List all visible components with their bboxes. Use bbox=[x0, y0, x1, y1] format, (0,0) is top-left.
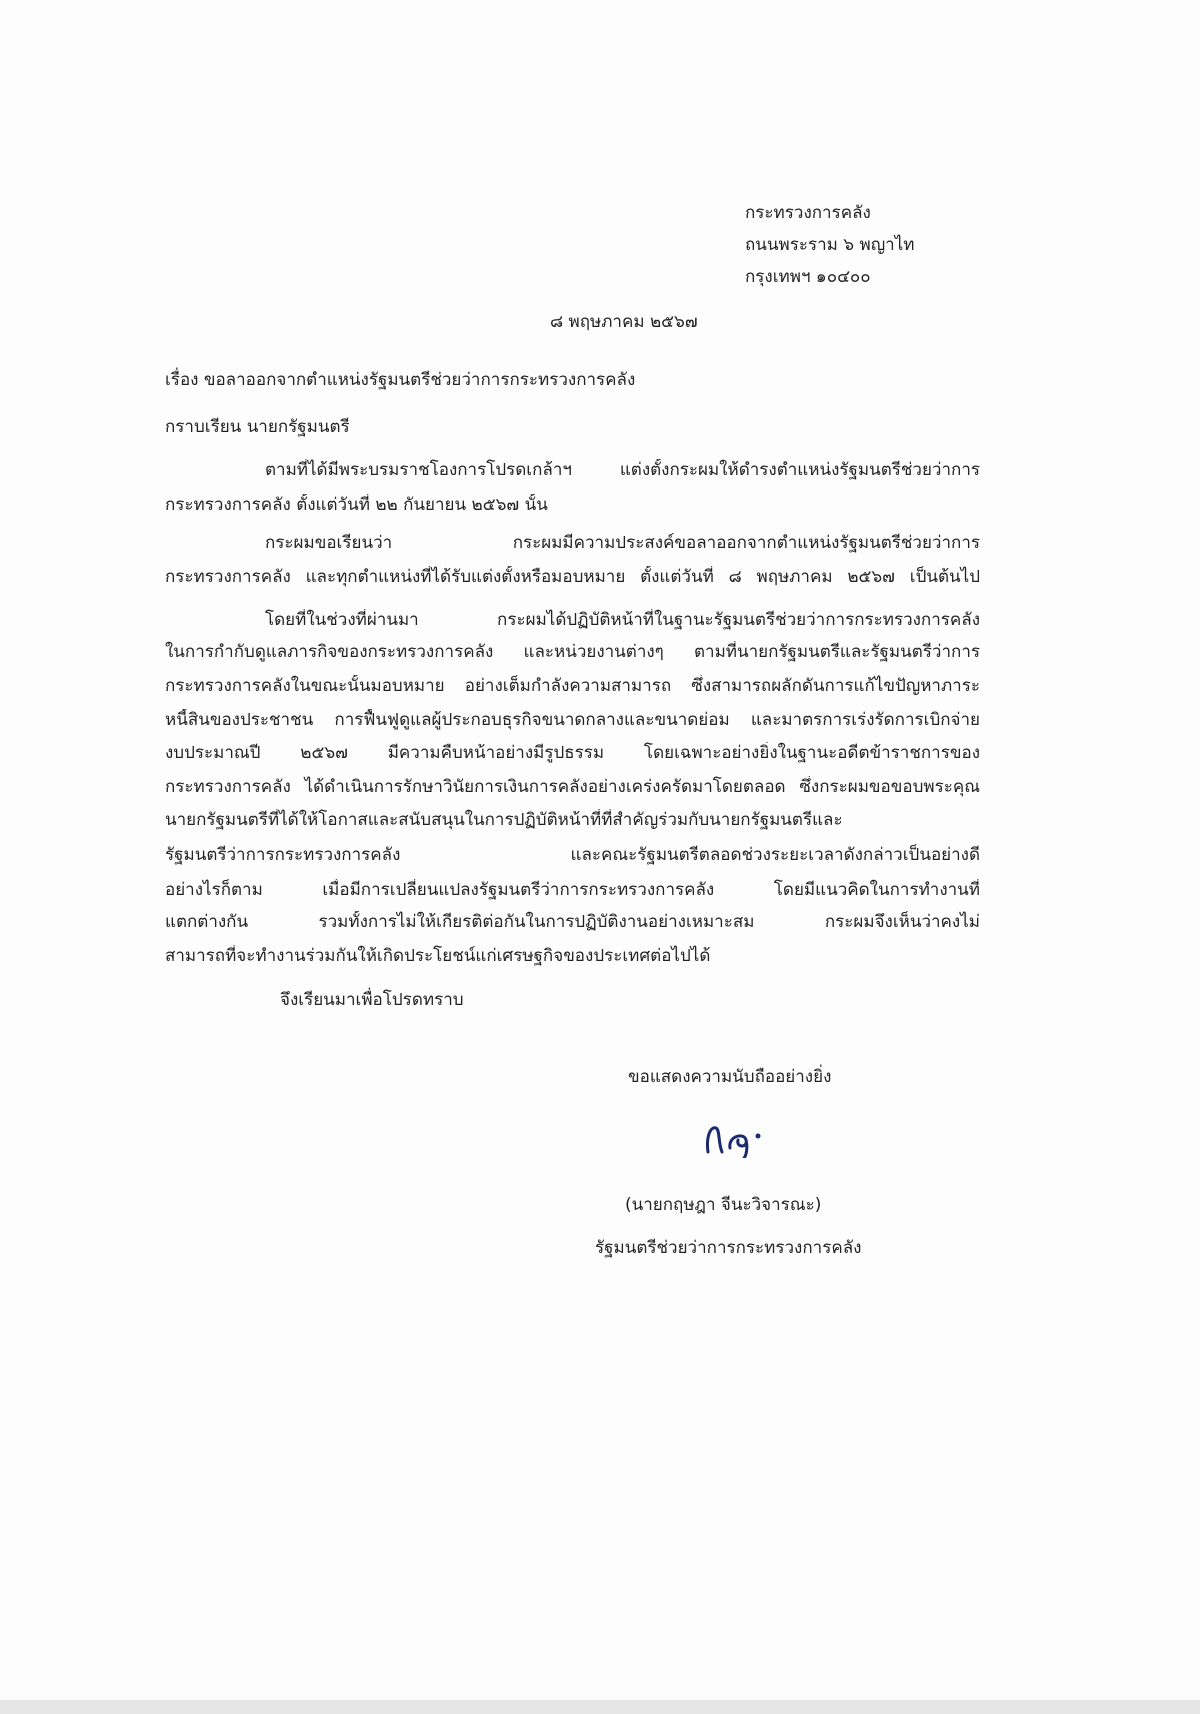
signer-name: (นายกฤษฎา จีนะวิจารณะ) bbox=[625, 1195, 822, 1215]
paragraph-3-line: หนี้สินของประชาชน การฟื้นฟูดูแลผู้ประกอบธุรกิจขนาดกลางและขนาดย่อม และมาตรการเร่งรัดการเบิกจ่าย bbox=[165, 710, 980, 730]
paragraph-1-line: กระทรวงการคลัง ตั้งแต่วันที่ ๒๒ กันยายน ๒๕๖๗ นั้น bbox=[165, 495, 548, 515]
paragraph-3-line: สามารถที่จะทำงานร่วมกันให้เกิดประโยชน์แก่เศรษฐกิจของประเทศต่อไปได้ bbox=[165, 946, 711, 966]
signature bbox=[700, 1118, 780, 1158]
paragraph-2-line: กระทรวงการคลัง และทุกตำแหน่งที่ได้รับแต่งตั้งหรือมอบหมาย ตั้งแต่วันที่ ๘ พฤษภาคม ๒๕๖๗ เป็นต้นไป bbox=[165, 567, 980, 587]
paragraph-3-line: ในการกำกับดูแลภารกิจของกระทรวงการคลัง และหน่วยงานต่างๆ ตามที่นายกรัฐมนตรีและรัฐมนตรีว่าการ bbox=[165, 642, 980, 662]
paragraph-3-line: อย่างไรก็ตาม เมื่อมีการเปลี่ยนแปลงรัฐมนตรีว่าการกระทรวงการคลัง โดยมีแนวคิดในการทำงานที่ bbox=[165, 880, 980, 900]
letter-date: ๘ พฤษภาคม ๒๕๖๗ bbox=[550, 312, 698, 332]
paragraph-3-line: กระทรวงการคลังในขณะนั้นมอบหมาย อย่างเต็มกำลังความสามารถ ซึ่งสามารถผลักดันการแก้ไขปัญหาภาระ bbox=[165, 676, 980, 696]
address-line-1: กระทรวงการคลัง bbox=[745, 203, 871, 223]
address-line-3: กรุงเทพฯ ๑๐๔๐๐ bbox=[745, 267, 871, 287]
paragraph-3-line: รัฐมนตรีว่าการกระทรวงการคลัง และคณะรัฐมนตรีตลอดช่วงระยะเวลาดังกล่าวเป็นอย่างดี bbox=[165, 845, 980, 865]
paragraph-2-line: กระผมขอเรียนว่า กระผมมีความประสงค์ขอลาออกจากตำแหน่งรัฐมนตรีช่วยว่าการ bbox=[265, 533, 980, 553]
signer-title: รัฐมนตรีช่วยว่าการกระทรวงการคลัง bbox=[595, 1238, 862, 1258]
paragraph-3-line: แตกต่างกัน รวมทั้งการไม่ให้เกียรติต่อกันในการปฏิบัติงานอย่างเหมาะสม กระผมจึงเห็นว่าคงไม่ bbox=[165, 912, 980, 932]
paragraph-3-line: นายกรัฐมนตรีที่ได้ให้โอกาสและสนับสนุนในการปฏิบัติหน้าที่ที่สำคัญร่วมกับนายกรัฐมนตรีและ bbox=[165, 810, 843, 830]
subject-line: เรื่อง ขอลาออกจากตำแหน่งรัฐมนตรีช่วยว่าการกระทรวงการคลัง bbox=[165, 370, 636, 390]
salutation: กราบเรียน นายกรัฐมนตรี bbox=[165, 417, 350, 437]
address-line-2: ถนนพระราม ๖ พญาไท bbox=[745, 235, 915, 255]
paragraph-3-line: โดยที่ในช่วงที่ผ่านมา กระผมได้ปฏิบัติหน้าที่ในฐานะรัฐมนตรีช่วยว่าการกระทรวงการคลัง bbox=[265, 610, 980, 630]
closing-request: จึงเรียนมาเพื่อโปรดทราบ bbox=[280, 990, 464, 1010]
paragraph-1-line: ตามที่ได้มีพระบรมราชโองการโปรดเกล้าฯ แต่งตั้งกระผมให้ดำรงตำแหน่งรัฐมนตรีช่วยว่าการ bbox=[265, 460, 980, 480]
closing: ขอแสดงความนับถืออย่างยิ่ง bbox=[628, 1067, 832, 1087]
paragraph-3-line: กระทรวงการคลัง ได้ดำเนินการรักษาวินัยการเงินการคลังอย่างเคร่งครัดมาโดยตลอด ซึ่งกระผมขอขอบพระคุณ bbox=[165, 777, 980, 797]
page-bottom-edge bbox=[0, 1700, 1200, 1714]
paragraph-3-line: งบประมาณปี ๒๕๖๗ มีความคืบหน้าอย่างมีรูปธรรม โดยเฉพาะอย่างยิ่งในฐานะอดีตข้าราชการของ bbox=[165, 743, 980, 763]
